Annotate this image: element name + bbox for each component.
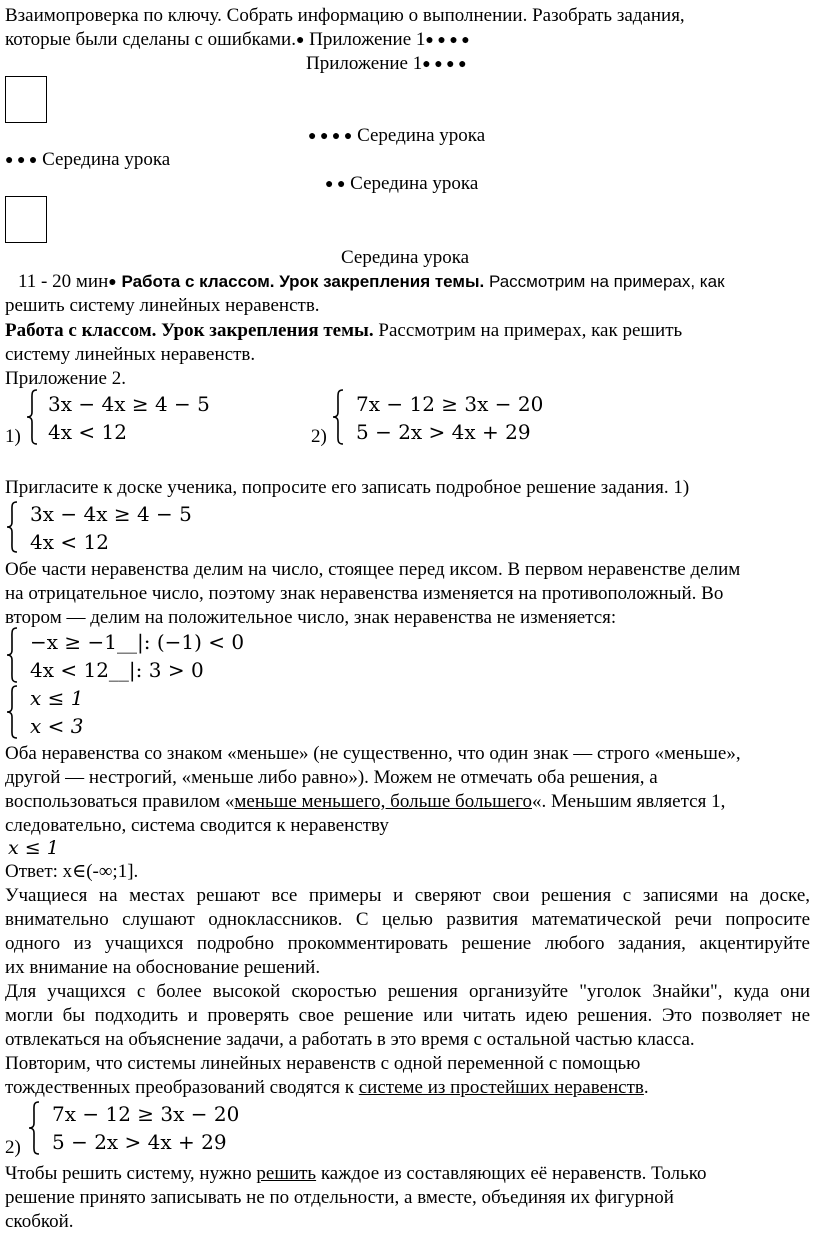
text-line xyxy=(5,319,682,343)
text-line: Пригласите к доске ученика, попросите его записать подробное решение задания. 1) xyxy=(5,477,690,498)
text-line: Приложение 2. xyxy=(5,368,126,389)
text-line: следовательно, система сводится к неравенству xyxy=(5,815,389,836)
text-line: Для учащихся с более высокой скоростью решения организуйте "уголок Знайки", куда они xyxy=(5,981,810,1002)
bullet-icon: ● ● ● xyxy=(5,153,38,168)
text-line: скобкой. xyxy=(5,1211,74,1232)
bullet-icon: ● xyxy=(295,33,305,48)
text-line: решение принято записывать не по отдельности, а вместе, объединяя их фигурной xyxy=(5,1187,674,1208)
rule-link[interactable]: меньше меньшего, больше большего xyxy=(234,791,533,812)
mid-lesson-label: Середина урока xyxy=(341,247,470,268)
equation: 4x < 12__|: 3 > 0 xyxy=(30,658,204,682)
equation: 4x < 12 xyxy=(30,530,109,554)
equation: 3x − 4x ≥ 4 − 5 xyxy=(30,502,192,526)
text-line: решить систему линейных неравенств. xyxy=(5,295,320,316)
text-line xyxy=(5,1162,707,1186)
text-span: каждое из составляющих её неравенств. Только xyxy=(316,1163,707,1184)
text-span: Приложение 1 xyxy=(304,29,426,50)
text-span: которые были сделаны с ошибками. xyxy=(5,29,296,50)
paragraph xyxy=(5,980,810,1052)
text-line xyxy=(5,790,725,814)
answer-line: Ответ: x∈(-∞;1]. xyxy=(5,861,139,882)
text-span: Рассмотрим на примерах, как xyxy=(484,272,725,291)
bullet-icon: ● xyxy=(108,275,117,290)
text-line: могли бы подходить и проверять свое решение или читать идею решения. Это позволяет не xyxy=(5,1005,810,1026)
bullet-icon: ● ● ● ● xyxy=(425,33,470,48)
text-line: Учащиеся на местах решают все примеры и сверяют свои решения с записями на доске, xyxy=(5,885,810,906)
image-placeholder xyxy=(5,196,47,243)
text-line: внимательно слушают одноклассников. С целью развития математической речи попросите xyxy=(5,909,810,930)
brace-icon xyxy=(331,388,345,446)
equation: 7x − 12 ≥ 3x − 20 xyxy=(356,392,544,416)
image-placeholder xyxy=(5,76,47,123)
paragraph xyxy=(5,884,810,980)
equation: 5 − 2x > 4x + 29 xyxy=(52,1130,227,1154)
text-line: втором — делим на положительное число, знак неравенства не изменяется: xyxy=(5,607,617,628)
equation: x ≤ 1 xyxy=(30,686,84,710)
text-span: Середина урока xyxy=(350,173,479,194)
equation: 3x − 4x ≥ 4 − 5 xyxy=(48,392,210,416)
text-span: «. Меньшим является 1, xyxy=(532,791,726,812)
text-span: . xyxy=(643,1077,649,1098)
text-span: Рассмотрим на примерах, как решить xyxy=(373,320,683,341)
text-span: тождественных преобразований сводятся к xyxy=(5,1077,359,1098)
bullet-icon: ● ● ● ● xyxy=(422,57,467,72)
equation: −x ≥ −1__|: (−1) < 0 xyxy=(30,630,245,654)
bold-heading: Работа с классом. Урок закрепления темы. xyxy=(5,320,374,341)
time-label: 11 - 20 мин xyxy=(18,271,109,292)
text-line: отвлекаться на объяснение задачи, а работать в это время с остальной частью класса. xyxy=(5,1029,695,1050)
equation: x < 3 xyxy=(30,714,84,738)
equation: 5 − 2x > 4x + 29 xyxy=(356,420,531,444)
brace-icon xyxy=(5,684,19,740)
text-span: Середина урока xyxy=(357,125,486,146)
task-label: 1) xyxy=(5,426,21,447)
text-line: Взаимопроверка по ключу. Собрать информацию о выполнении. Разобрать задания, xyxy=(5,5,685,26)
text-line xyxy=(5,1076,649,1100)
brace-icon xyxy=(5,626,19,684)
bullet-icon: ● ● ● ● xyxy=(308,129,353,144)
text-line: другой — нестрогий, «меньше либо равно»). Можем не отмечать оба решения, а xyxy=(5,767,658,788)
text-line: Обе части неравенства делим на число, стоящее перед иксом. В первом неравенстве делим xyxy=(5,559,741,580)
text-line: Повторим, что системы линейных неравенств с одной переменной с помощью xyxy=(5,1053,641,1074)
text-line: Оба неравенства со знаком «меньше» (не существенно, что один знак — строго «меньше», xyxy=(5,743,741,764)
equation: 7x − 12 ≥ 3x − 20 xyxy=(52,1102,240,1126)
brace-icon xyxy=(25,388,39,446)
brace-icon xyxy=(5,500,19,554)
text-line: их внимание на обоснование решений. xyxy=(5,957,321,978)
task-label: 2) xyxy=(311,426,327,447)
equation: 4x < 12 xyxy=(48,420,127,444)
mid-lesson-label xyxy=(5,148,170,173)
text-span: Чтобы решить систему, нужно xyxy=(5,1163,257,1184)
brace-icon xyxy=(27,1100,41,1156)
simple-inequalities-link[interactable]: системе из простейших неравенств xyxy=(358,1077,644,1098)
appendix-heading xyxy=(306,52,467,77)
task-label: 2) xyxy=(5,1137,21,1158)
text-line xyxy=(18,270,725,295)
text-span: воспользоваться правилом « xyxy=(5,791,235,812)
text-span: Приложение 1 xyxy=(306,53,423,74)
text-line: на отрицательное число, поэтому знак неравенства изменяется на противоположный. Во xyxy=(5,583,724,604)
bullet-icon: ● ● xyxy=(325,177,346,192)
mid-lesson-label xyxy=(325,172,478,197)
solve-link[interactable]: решить xyxy=(256,1163,317,1184)
text-line: одного из учащихся подробно прокомментировать решение любого задания, акцентируйте xyxy=(5,933,810,954)
text-line xyxy=(5,28,470,53)
text-span: Середина урока xyxy=(42,149,171,170)
equation: x ≤ 1 xyxy=(8,837,59,859)
text-line: систему линейных неравенств. xyxy=(5,344,256,365)
bold-heading: Работа с классом. Урок закрепления темы. xyxy=(121,272,485,291)
mid-lesson-label xyxy=(308,124,485,149)
